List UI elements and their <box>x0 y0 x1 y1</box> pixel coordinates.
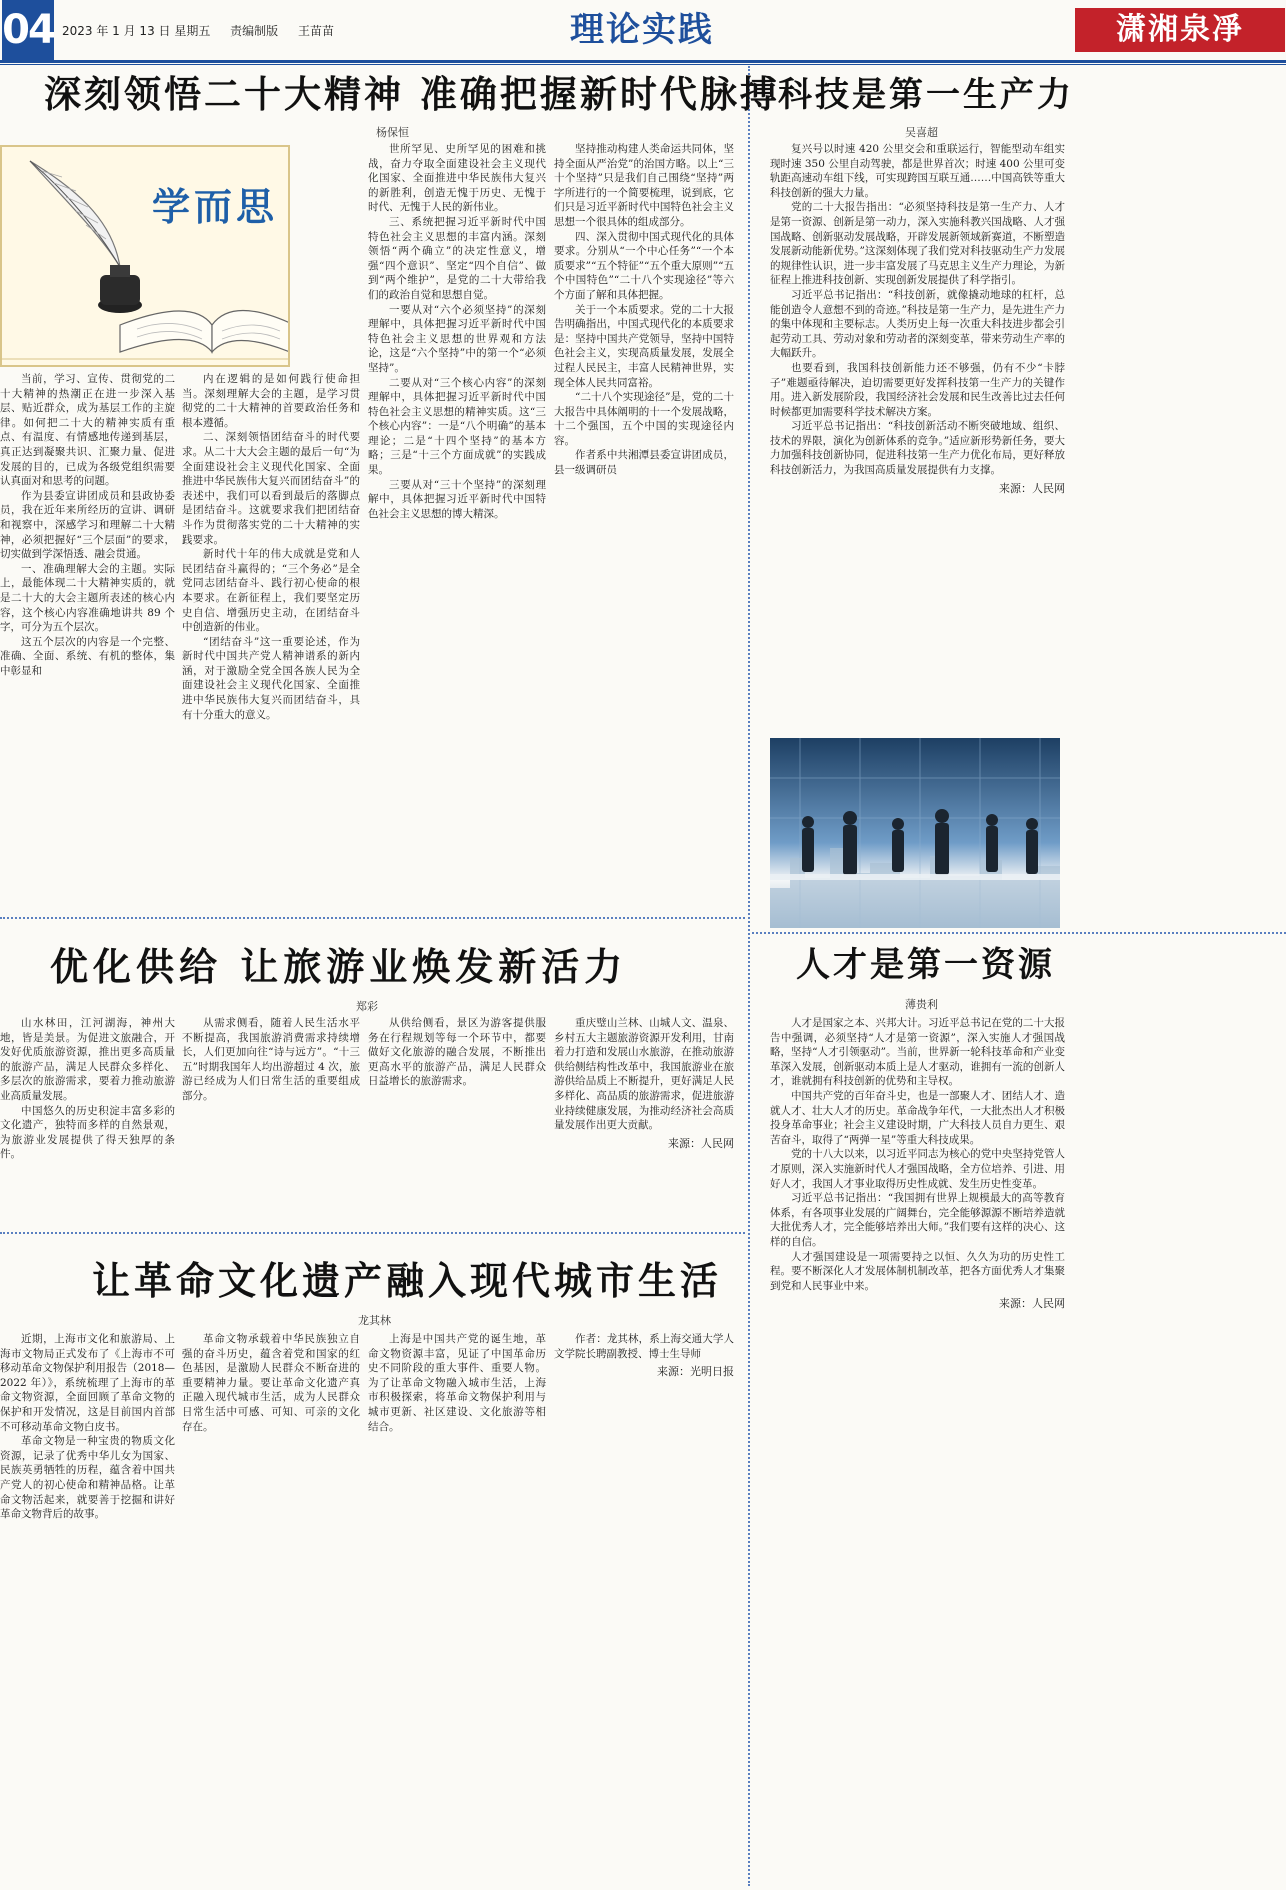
article-column <box>182 1016 360 1228</box>
page-header <box>0 0 1286 60</box>
dateline <box>62 22 350 39</box>
paragraph: 习近平总书记指出：“科技创新活动不断突破地域、组织、技术的界限，演化为创新体系的竞争。”适应新形势新任务，要大力加强科技创新协同，促进科技第一生产力优化布局，更好释放科技创新活力，为我国高质量发展提供有力支撑。 <box>770 420 1065 477</box>
paragraph: “团结奋斗”这一重要论述，作为新时代中国共产党人精神谱系的新内涵，对于激励全党全国各族人民为全面建设社会主义现代化国家、全面推进中华民族伟大复兴而团结奋斗，具有十分重大的意义。 <box>182 635 360 721</box>
article-column <box>0 1016 175 1228</box>
paragraph: 作者系中共湘潭县委宣讲团成员，县一级调研员 <box>554 449 734 477</box>
article-divider <box>0 917 745 919</box>
article-column <box>0 372 175 912</box>
article-divider <box>0 1232 745 1234</box>
source-credit: 来源：人民网 <box>668 1136 734 1150</box>
paragraph: 坚持推动构建人类命运共同体，坚持全面从严治党”的治国方略。以上“三十个坚持”只是我们自己围绕“坚持”两字所进行的一个简要梳理，说到底，它们只是习近平新时代中国特色社会主义思想一个很具体的组成部分。 <box>554 143 734 228</box>
paragraph: 近期，上海市文化和旅游局、上海市文物局正式发布了《上海市不可移动革命文物保护利用报告（2018—2022 年）》，系统梳理了上海市的革命文物资源，全面回顾了革命文物的保护和开发情况，这是目前国内首部不可移动革命文物白皮书。 <box>0 1333 175 1433</box>
paragraph: 山水林田，江河湖海，神州大地，皆是美景。为促进文旅融合，开发好优质旅游资源，推出更多高质量的旅游产品，满足人民群众多样化、多层次的旅游需求，要着力推动旅游业高质量发展。 <box>0 1017 175 1102</box>
paragraph: 党的十八大以来，以习近平同志为核心的党中央坚持党管人才原则，深入实施新时代人才强国战略，全方位培养、引进、用好人才，我国人才事业取得历史性成就、发生历史性变革。 <box>770 1148 1065 1190</box>
paragraph: 习近平总书记指出：“科技创新，就像撬动地球的杠杆，总能创造令人意想不到的奇迹。”科技是第一生产力，是先进生产力的集中体现和主要标志。人类历史上每一次重大科技进步都会引起劳动工具、劳动对象和劳动者的深刻变革，带来劳动生产率的大幅跃升。 <box>770 288 1065 360</box>
source-credit: 来源：人民网 <box>999 1297 1065 1311</box>
article-byline: 薄贵利 <box>905 998 938 1011</box>
article-headline: 人才是第一资源 <box>796 945 1055 985</box>
paragraph: 革命文物承载着中华民族独立自强的奋斗历史，蕴含着党和国家的红色基因，是激励人民群众不断奋进的重要精神力量。要让革命文化遗产真正融入现代城市生活，成为人民群众日常生活中可感、可知、可亲的文化存在。 <box>182 1333 360 1433</box>
paragraph: 一、准确理解大会的主题。实际上，最能体现二十大精神实质的，就是二十大的大会主题所表述的核心内容，这个核心内容准确地讲共 89 个字，可分为五个层次。 <box>0 562 175 634</box>
masthead-logo: 潇湘泉凈 <box>1075 8 1285 52</box>
article-column <box>554 1016 734 1228</box>
header-rule-thin <box>0 64 1286 65</box>
paragraph: “二十八个实现途径”是，党的二十大报告中具体阐明的十一个发展战略，十二个强国，五个中国的实现途径内容。 <box>554 391 734 447</box>
paragraph: 上海是中国共产党的诞生地，革命文物资源丰富，见证了中国革命历史不同阶段的重大事件、重要人物。为了让革命文物融入城市生活，上海市积极探索，将革命文物保护利用与城市更新、社区建设、文化旅游等相结合。 <box>368 1333 546 1433</box>
paragraph: 世所罕见、史所罕见的困难和挑战，奋力夺取全面建设社会主义现代化国家、全面推进中华民族伟大复兴的新胜利，创造无愧于历史、无愧于时代、无愧于人民的新伟业。 <box>368 143 546 214</box>
paragraph: 从需求侧看，随着人民生活水平不断提高，我国旅游消费需求持续增长，人们更加向往“诗与远方”。“十三五”时期我国年人均出游超过 4 次，旅游已经成为人们日常生活的重要组成部分。 <box>182 1017 360 1102</box>
article-column <box>770 1016 1065 1886</box>
source-credit: 来源：人民网 <box>999 481 1065 495</box>
article-column <box>554 1332 734 1884</box>
paragraph: 习近平总书记指出：“我国拥有世界上规模最大的高等教育体系，有各项事业发展的广阔舞台，完全能够源源不断培养造就大批优秀人才，完全能够培养出大师。”我们要有这样的决心、这样的自信。 <box>770 1192 1065 1248</box>
paragraph: 二、深刻领悟团结奋斗的时代要求。从二十大大会主题的最后一句“为全面建设社会主义现代化国家、全面推进中华民族伟大复兴而团结奋斗”的表述中，我们可以看到最后的落脚点是团结奋斗。这就要求我们把团结奋斗作为贯彻落实党的二十大精神的实践要求。 <box>182 431 360 546</box>
paragraph: 三、系统把握习近平新时代中国特色社会主义思想的丰富内涵。深刻领悟“两个确立”的决定性意义，增强“四个意识”、坚定“四个自信”、做到“两个维护”，是党的二十大带给我们的政治自觉和思想自觉。 <box>368 215 546 301</box>
source-credit: 来源：光明日报 <box>657 1365 734 1379</box>
paragraph: 作为县委宣讲团成员和县政协委员，我在近年来所经历的宣讲、调研和视察中，深感学习和理解二十大精神，必须把握好“三个层面”的要求，切实做到学深悟透、融会贯通。 <box>0 489 175 561</box>
paragraph: 党的二十大报告指出：“必须坚持科技是第一生产力、人才是第一资源、创新是第一动力，深入实施科教兴国战略、人才强国战略、创新驱动发展战略，开辟发展新领域新赛道，不断塑造发展新动能新优势。”这深刻体现了我们党对科技驱动生产力发展的规律性认识，进一步丰富发展了马克思主义生产力理论，为新征程上推进科技创新、实现创新发展提供了科学指引。 <box>770 201 1065 287</box>
article-byline: 龙其林 <box>358 1314 391 1327</box>
paragraph: 一要从对“六个必须坚持”的深刻理解中，具体把握习近平新时代中国特色社会主义思想的世界观和方法论，这是“六个坚持”中的第一个“必须坚持”。 <box>368 303 546 374</box>
article-headline: 优化供给 让旅游业焕发新活力 <box>50 945 628 989</box>
page-number: 04 <box>2 0 54 60</box>
paragraph: 关于一个本质要求。党的二十大报告明确指出，中国式现代化的本质要求是：坚持中国共产党领导，坚持中国特色社会主义，实现高质量发展，发展全过程人民民主，丰富人民精神世界，实现全体人民共同富裕。 <box>554 303 734 389</box>
paragraph: 中国悠久的历史积淀丰富多彩的文化遗产，独特而多样的自然景观，为旅游业发展提供了得天独厚的条件。 <box>0 1104 175 1161</box>
paragraph: 从供给侧看，景区为游客提供服务在行程规划等每一个环节中，都要做好文化旅游的融合发展，不断推出更高水平的旅游产品，满足人民群众日益增长的旅游需求。 <box>368 1017 546 1088</box>
article-headline: 科技是第一生产力 <box>778 75 1074 115</box>
article-byline: 郑彩 <box>356 1000 378 1013</box>
article-headline: 深刻领悟二十大精神 准确把握新时代脉搏 <box>44 73 780 116</box>
paragraph: 人才是国家之本、兴邦大计。习近平总书记在党的二十大报告中强调，必须坚持“人才是第一资源”，深入实施人才强国战略，坚持“人才引领驱动”。当前，世界新一轮科技革命和产业变革深入发展，创新驱动本质上是人才驱动，谁拥有一流的创新人才，谁就拥有科技创新的优势和主导权。 <box>770 1017 1065 1088</box>
editor-label: 责编制版 <box>230 24 279 38</box>
article-column <box>368 1332 546 1884</box>
article-headline: 让革命文化遗产融入现代城市生活 <box>92 1259 723 1303</box>
article-column <box>554 142 734 912</box>
article-column <box>368 142 546 912</box>
paragraph: 革命文物是一种宝贵的物质文化资源，记录了优秀中华儿女为国家、民族英勇牺牲的历程，蕴含着中国共产党人的初心使命和精神品格。让革命文物活起来，就要善于挖掘和讲好革命文物背后的故事。 <box>0 1435 175 1521</box>
article-column <box>182 1332 360 1884</box>
article-column <box>368 1016 546 1228</box>
article-column <box>182 372 360 912</box>
paragraph: 人才强国建设是一项需要持之以恒、久久为功的历史性工程。要不断深化人才发展体制机制改革，把各方面优秀人才集聚到党和人民事业中来。 <box>770 1250 1065 1292</box>
editor-name: 王苗苗 <box>298 24 335 38</box>
paragraph: 作者：龙其林，系上海交通大学人文学院长聘副教授、博士生导师 <box>554 1333 734 1360</box>
paragraph: 三要从对“三十个坚持”的深刻理解中，具体把握习近平新时代中国特色社会主义思想的博大精深。 <box>368 478 546 520</box>
article-column <box>0 1332 175 1884</box>
paragraph: 中国共产党的百年奋斗史，也是一部聚人才、团结人才、造就人才、壮大人才的历史。革命战争年代，一大批杰出人才积极投身革命事业；社会主义建设时期，广大科技人员自力更生、艰苦奋斗，取得了“两弹一星”等重大科技成果。 <box>770 1089 1065 1146</box>
illustration-caption: 学而思 <box>152 184 279 229</box>
paragraph: 重庆璧山兰林、山城人文、温泉、乡村五大主题旅游资源开发利用，甘南着力打造和发展山水旅游，在推动旅游供给侧结构性改革中，我国旅游业在旅游供给品质上不断提升，更好满足人民多样化、高品质的旅游需求，促进旅游业持续健康发展，为推动经济社会高质量发展作出更大贡献。 <box>554 1017 734 1132</box>
study-illustration <box>0 145 290 367</box>
article-column <box>770 142 1065 728</box>
paragraph: 也要看到，我国科技创新能力还不够强，仍有不少“卡脖子”难题亟待解决，迫切需要更好发挥科技第一生产力的关键作用。进入新发展阶段，我国经济社会发展和民生改善比过去任何时候都更加需要科学技术解决方案。 <box>770 361 1065 418</box>
paragraph: 新时代十年的伟大成就是党和人民团结奋斗赢得的；“三个务必”是全党同志团结奋斗、践行初心使命的根本要求。在新征程上，我们要坚定历史自信、增强历史主动，在团结奋斗中创造新的伟业。 <box>182 548 360 634</box>
article-byline: 吴喜超 <box>905 126 938 139</box>
paragraph: 这五个层次的内容是一个完整、准确、全面、系统、有机的整体，集中彰显和 <box>0 635 175 677</box>
paragraph: 内在逻辑的是如何践行使命担当。深刻理解大会的主题，是学习贯彻党的二十大精神的首要政治任务和根本遵循。 <box>182 373 360 429</box>
column-divider <box>748 66 750 1886</box>
issue-date: 2023 年 1 月 13 日 星期五 <box>62 24 211 38</box>
paragraph: 复兴号以时速 420 公里交会和重联运行，智能型动车组实现时速 350 公里自动驾驶，都是世界首次；时速 400 公里可变轨距高速动车组下线，可实现跨国互联互通……中国高铁等重大科技创新的强大力量。 <box>770 143 1065 199</box>
quill-book-icon <box>2 147 290 367</box>
skyline-photo <box>770 738 1060 928</box>
paragraph: 四、深入贯彻中国式现代化的具体要求。分别从“一个中心任务”“一个本质要求”“五个特征”“五个重大原则”“五个中国特色”“二十八个实现途径”等六个方面了解和具体把握。 <box>554 230 734 301</box>
silhouette-skyline-image <box>770 738 1060 928</box>
paragraph: 当前，学习、宣传、贯彻党的二十大精神的热潮正在进一步深入基层、贴近群众，成为基层工作的主旋律。如何把二十大的精神实质有重点、有温度、有情感地传递到基层，真正达到凝聚共识、汇聚力量、促进发展的目的，已成为各级党组织需要认真面对和思考的问题。 <box>0 373 175 488</box>
article-byline: 杨保恒 <box>376 126 409 139</box>
article-divider <box>752 932 1286 934</box>
paragraph: 二要从对“三个核心内容”的深刻理解中，具体把握习近平新时代中国特色社会主义思想的精神实质。这“三个核心内容”：一是“八个明确”的基本理论；二是“十四个坚持”的基本方略；三是“十三个方面成就”的实践成果。 <box>368 376 546 477</box>
header-rule <box>0 60 1286 63</box>
section-title: 理论实践 <box>570 10 714 50</box>
